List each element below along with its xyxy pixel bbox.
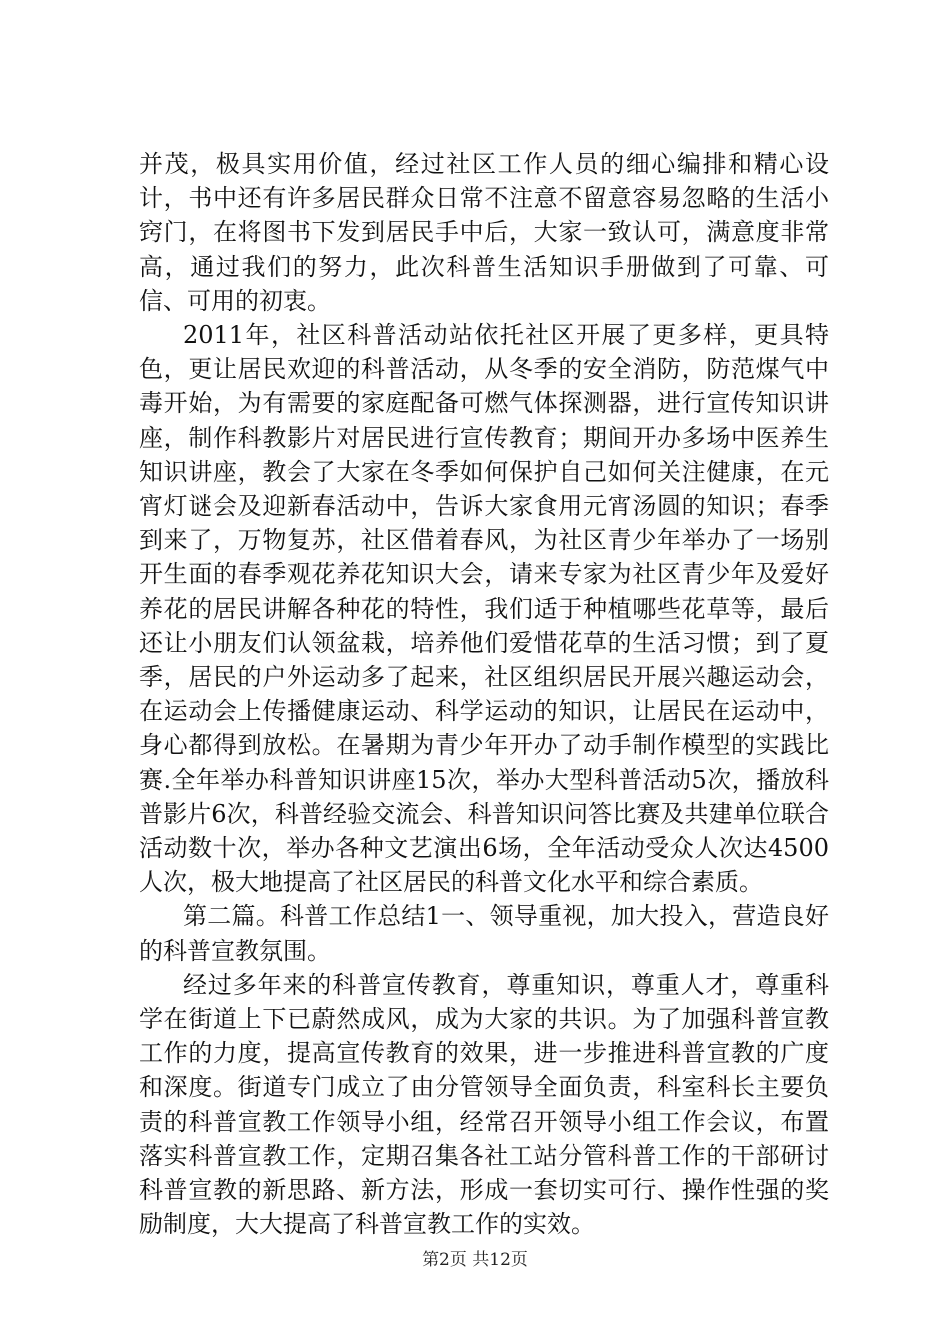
document-body: [139, 147, 829, 1242]
paragraph-2: 2011年，社区科普活动站依托社区开展了更多样，更具特色，更让居民欢迎的科普活动，从冬季的安全消防，防范煤气中毒开始，为有需要的家庭配备可燃气体探测器，进行宣传知识讲座，制作科教影片对居民进行宣传教育；期间开办多场中医养生知识讲座，教会了大家在冬季如何保护自己如何关注健康，在元宵灯谜会及迎新春活动中，告诉大家食用元宵汤圆的知识；春季到来了，万物复苏，社区借着春风，为社区青少年举办了一场别开生面的春季观花养花知识大会，请来专家为社区青少年及爱好养花的居民讲解各种花的特性，我们适于种植哪些花草等，最后还让小朋友们认领盆栽，培养他们爱惜花草的生活习惯；到了夏季，居民的户外运动多了起来，社区组织居民开展兴趣运动会，在运动会上传播健康运动、科学运动的知识，让居民在运动中，身心都得到放松。在暑期为青少年开办了动手制作模型的实践比赛.全年举办科普知识讲座15次，举办大型科普活动5次，播放科普影片6次，科普经验交流会、科普知识问答比赛及共建单位联合活动数十次，举办各种文艺演出6场，全年活动受众人次达4500人次，极大地提高了社区居民的科普文化水平和综合素质。: [139, 321, 829, 897]
page-number-footer: 第2页 共12页: [422, 1250, 528, 1270]
paragraph-3: 第二篇。科普工作总结1一、领导重视，加大投入，营造良好的科普宣教氛围。: [139, 902, 829, 965]
paragraph-1: 并茂，极具实用价值，经过社区工作人员的细心编排和精心设计，书中还有许多居民群众日常不注意不留意容易忽略的生活小窍门，在将图书下发到居民手中后，大家一致认可，满意度非常高，通过我们的努力，此次科普生活知识手册做到了可靠、可信、可用的初衷。: [139, 150, 829, 315]
paragraph-4: 经过多年来的科普宣传教育，尊重知识，尊重人才，尊重科学在街道上下已蔚然成风，成为大家的共识。为了加强科普宣教工作的力度，提高宣传教育的效果，进一步推进科普宣教的广度和深度。街道专门成立了由分管领导全面负责，科室科长主要负责的科普宣教工作领导小组，经常召开领导小组工作会议，布置落实科普宣教工作，定期召集各社工站分管科普工作的干部研讨科普宣教的新思路、新方法，形成一套切实可行、操作性强的奖励制度，大大提高了科普宣教工作的实效。: [139, 970, 829, 1239]
